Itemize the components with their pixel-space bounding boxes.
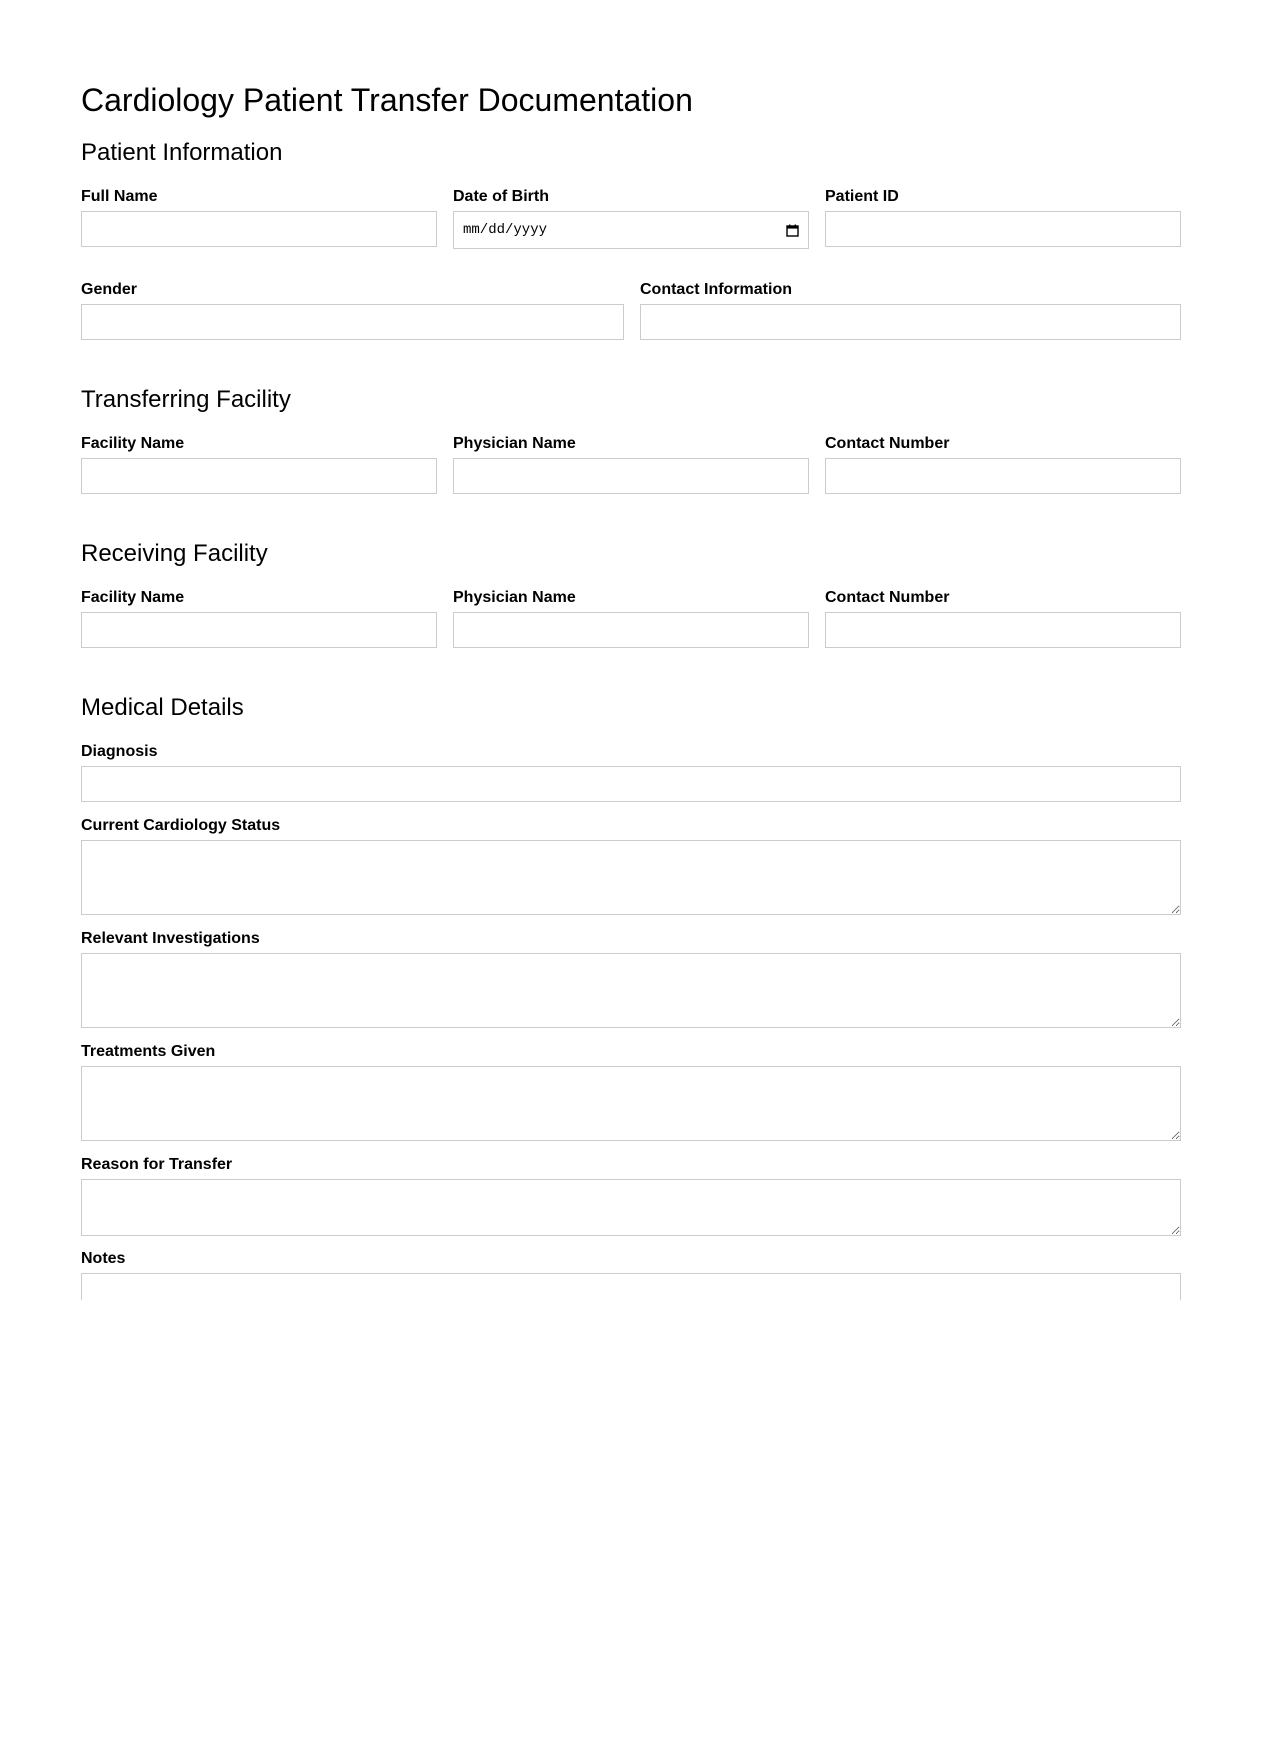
transferring-facility-name-input[interactable] xyxy=(81,458,437,494)
section-heading-receiving-facility: Receiving Facility xyxy=(81,540,268,567)
date-of-birth-placeholder: mm/dd/yyyy xyxy=(463,222,548,238)
transferring-physician-name-label: Physician Name xyxy=(453,435,576,452)
diagnosis-label: Diagnosis xyxy=(81,743,158,760)
section-heading-medical-details: Medical Details xyxy=(81,694,244,721)
full-name-label: Full Name xyxy=(81,188,158,205)
receiving-physician-name-input[interactable] xyxy=(453,612,809,648)
diagnosis-input[interactable] xyxy=(81,766,1181,802)
notes-textarea[interactable] xyxy=(81,1273,1181,1300)
page-title: Cardiology Patient Transfer Documentation xyxy=(81,82,693,118)
calendar-icon[interactable] xyxy=(786,224,798,236)
treatments-given-label: Treatments Given xyxy=(81,1043,216,1060)
section-heading-patient-information: Patient Information xyxy=(81,139,283,166)
date-of-birth-input[interactable] xyxy=(453,211,809,249)
receiving-facility-name-label: Facility Name xyxy=(81,589,185,606)
transferring-physician-name-input[interactable] xyxy=(453,458,809,494)
patient-id-input[interactable] xyxy=(825,211,1181,247)
gender-label: Gender xyxy=(81,281,138,298)
current-cardiology-status-label: Current Cardiology Status xyxy=(81,817,281,834)
patient-id-label: Patient ID xyxy=(825,188,899,205)
relevant-investigations-label: Relevant Investigations xyxy=(81,930,260,947)
treatments-given-textarea[interactable] xyxy=(81,1066,1181,1141)
contact-information-input[interactable] xyxy=(640,304,1181,340)
transferring-contact-number-input[interactable] xyxy=(825,458,1181,494)
contact-information-label: Contact Information xyxy=(640,281,792,298)
date-of-birth-label: Date of Birth xyxy=(453,188,549,205)
receiving-contact-number-label: Contact Number xyxy=(825,589,950,606)
full-name-input[interactable] xyxy=(81,211,437,247)
section-heading-transferring-facility: Transferring Facility xyxy=(81,386,291,413)
gender-input[interactable] xyxy=(81,304,624,340)
reason-for-transfer-label: Reason for Transfer xyxy=(81,1156,233,1173)
transferring-contact-number-label: Contact Number xyxy=(825,435,950,452)
receiving-contact-number-input[interactable] xyxy=(825,612,1181,648)
transferring-facility-name-label: Facility Name xyxy=(81,435,185,452)
relevant-investigations-textarea[interactable] xyxy=(81,953,1181,1028)
reason-for-transfer-textarea[interactable] xyxy=(81,1179,1181,1236)
current-cardiology-status-textarea[interactable] xyxy=(81,840,1181,915)
receiving-facility-name-input[interactable] xyxy=(81,612,437,648)
notes-label: Notes xyxy=(81,1250,126,1267)
receiving-physician-name-label: Physician Name xyxy=(453,589,576,606)
